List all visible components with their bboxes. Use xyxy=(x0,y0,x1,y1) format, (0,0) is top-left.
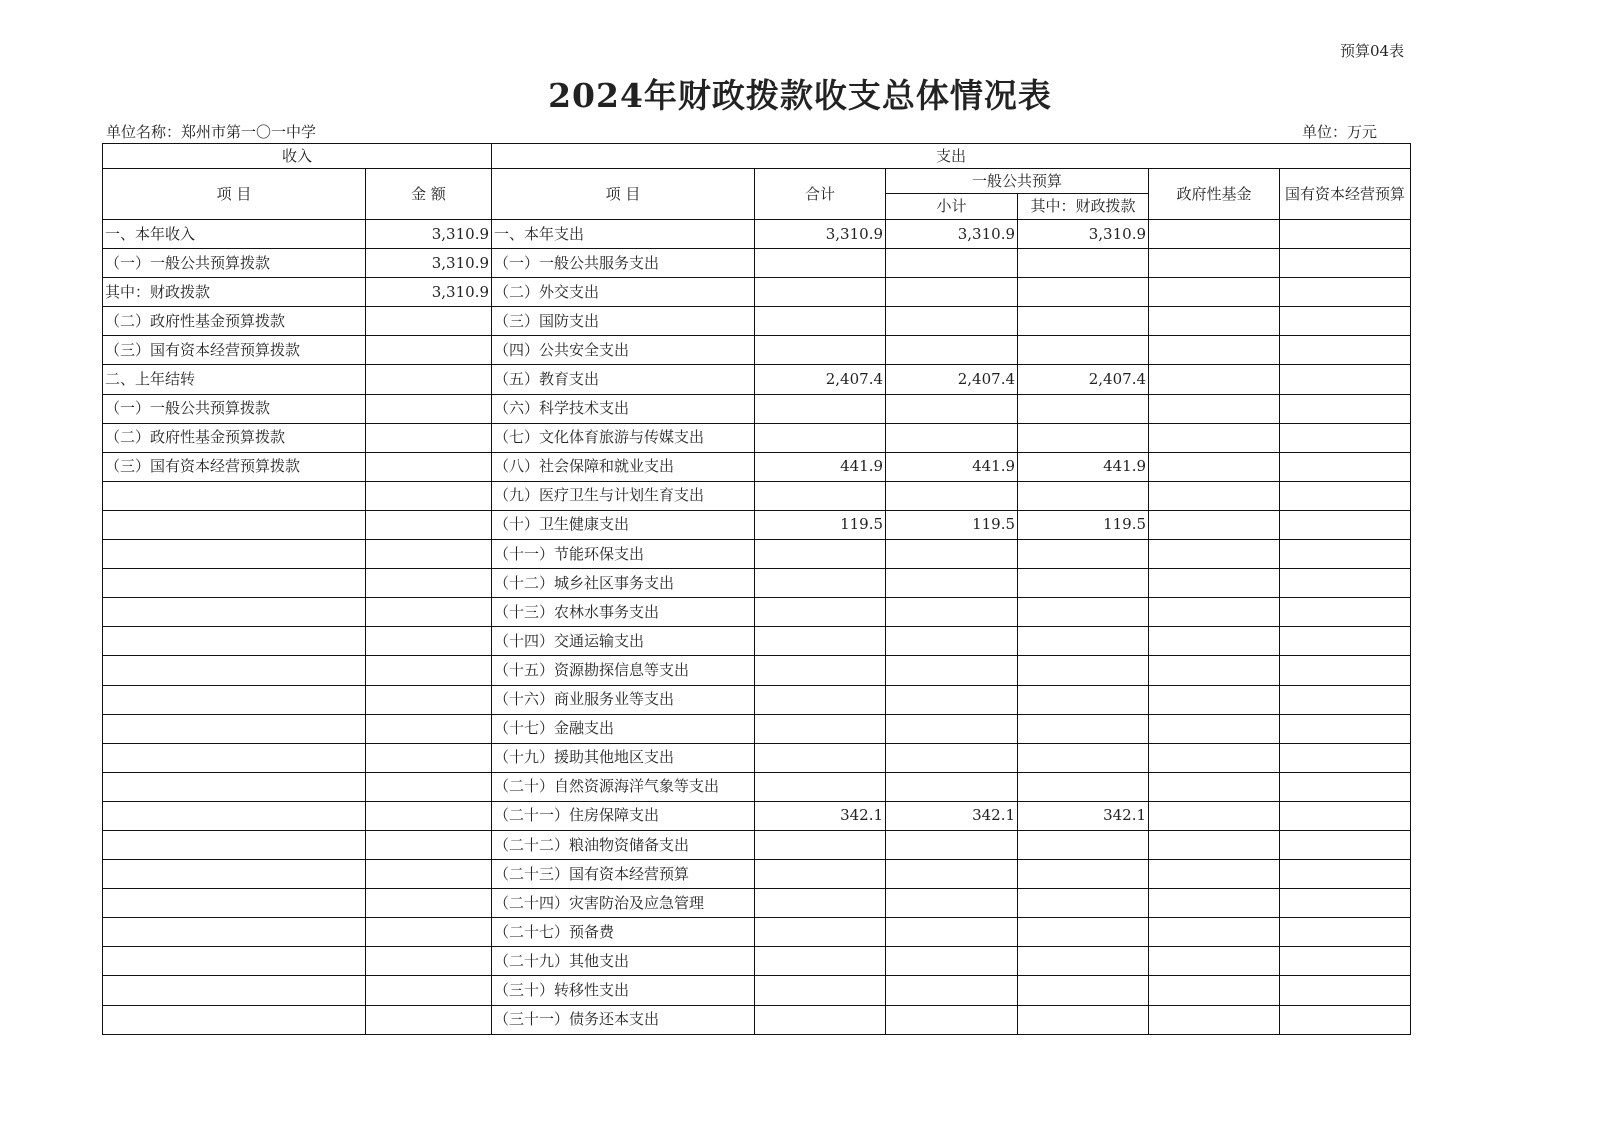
fiscal-grant-cell xyxy=(1018,481,1149,510)
income-amount-cell xyxy=(366,423,492,452)
gov-fund-cell xyxy=(1149,860,1280,889)
income-amount-cell xyxy=(366,918,492,947)
expense-item-cell: （二十七）预备费 xyxy=(492,918,755,947)
budget-table xyxy=(102,143,1411,1035)
income-item-cell xyxy=(103,714,366,743)
table-row xyxy=(103,307,1411,336)
income-amount-cell xyxy=(366,540,492,569)
total-cell xyxy=(755,278,886,307)
subtotal-cell: 3,310.9 xyxy=(886,220,1018,249)
state-capital-cell xyxy=(1280,249,1411,278)
income-item-cell xyxy=(103,772,366,801)
total-cell xyxy=(755,830,886,859)
table-row xyxy=(103,860,1411,889)
income-item-cell xyxy=(103,801,366,830)
subtotal-cell xyxy=(886,976,1018,1005)
fiscal-grant-cell: 119.5 xyxy=(1018,510,1149,539)
subtotal-cell: 342.1 xyxy=(886,801,1018,830)
expense-item-cell: （二十）自然资源海洋气象等支出 xyxy=(492,772,755,801)
header-income-amount: 金 额 xyxy=(366,169,492,220)
income-item-cell: 二、上年结转 xyxy=(103,365,366,394)
subtotal-cell xyxy=(886,918,1018,947)
table-row xyxy=(103,627,1411,656)
expense-item-cell: （十五）资源勘探信息等支出 xyxy=(492,656,755,685)
gov-fund-cell xyxy=(1149,540,1280,569)
fiscal-grant-cell xyxy=(1018,627,1149,656)
income-item-cell xyxy=(103,627,366,656)
total-cell xyxy=(755,714,886,743)
subtotal-cell xyxy=(886,656,1018,685)
fiscal-grant-cell: 2,407.4 xyxy=(1018,365,1149,394)
header-expense: 支出 xyxy=(492,144,1411,169)
gov-fund-cell xyxy=(1149,743,1280,772)
income-amount-cell: 3,310.9 xyxy=(366,249,492,278)
state-capital-cell xyxy=(1280,336,1411,365)
state-capital-cell xyxy=(1280,976,1411,1005)
total-cell xyxy=(755,307,886,336)
expense-item-cell: （三十）转移性支出 xyxy=(492,976,755,1005)
table-row xyxy=(103,423,1411,452)
fiscal-grant-cell xyxy=(1018,772,1149,801)
state-capital-cell xyxy=(1280,743,1411,772)
total-cell xyxy=(755,569,886,598)
total-cell xyxy=(755,772,886,801)
fiscal-grant-cell: 3,310.9 xyxy=(1018,220,1149,249)
income-amount-cell xyxy=(366,801,492,830)
header-expense-item: 项 目 xyxy=(492,169,755,220)
income-item-cell xyxy=(103,918,366,947)
income-item-cell: （二）政府性基金预算拨款 xyxy=(103,423,366,452)
gov-fund-cell xyxy=(1149,627,1280,656)
expense-item-cell: （六）科学技术支出 xyxy=(492,394,755,423)
state-capital-cell xyxy=(1280,278,1411,307)
state-capital-cell xyxy=(1280,714,1411,743)
income-amount-cell xyxy=(366,947,492,976)
fiscal-grant-cell xyxy=(1018,307,1149,336)
income-amount-cell xyxy=(366,336,492,365)
table-row xyxy=(103,540,1411,569)
expense-item-cell: （二十一）住房保障支出 xyxy=(492,801,755,830)
state-capital-cell xyxy=(1280,569,1411,598)
state-capital-cell xyxy=(1280,830,1411,859)
header-general-budget: 一般公共预算 xyxy=(886,169,1149,194)
income-item-cell xyxy=(103,743,366,772)
subtotal-cell xyxy=(886,889,1018,918)
expense-item-cell: （五）教育支出 xyxy=(492,365,755,394)
total-cell xyxy=(755,540,886,569)
fiscal-grant-cell xyxy=(1018,889,1149,918)
expense-item-cell: （九）医疗卫生与计划生育支出 xyxy=(492,481,755,510)
state-capital-cell xyxy=(1280,365,1411,394)
fiscal-grant-cell: 441.9 xyxy=(1018,452,1149,481)
gov-fund-cell xyxy=(1149,830,1280,859)
gov-fund-cell xyxy=(1149,714,1280,743)
income-item-cell xyxy=(103,540,366,569)
document-title: 2024年财政拨款收支总体情况表 xyxy=(548,76,1052,115)
table-row xyxy=(103,830,1411,859)
state-capital-cell xyxy=(1280,307,1411,336)
total-cell xyxy=(755,889,886,918)
subtotal-cell xyxy=(886,860,1018,889)
income-amount-cell xyxy=(366,569,492,598)
gov-fund-cell xyxy=(1149,1005,1280,1034)
income-item-cell xyxy=(103,656,366,685)
subtotal-cell xyxy=(886,307,1018,336)
fiscal-grant-cell: 342.1 xyxy=(1018,801,1149,830)
income-item-cell xyxy=(103,569,366,598)
table-row xyxy=(103,569,1411,598)
fiscal-grant-cell xyxy=(1018,1005,1149,1034)
table-row xyxy=(103,365,1411,394)
total-cell: 119.5 xyxy=(755,510,886,539)
header-income-item: 项 目 xyxy=(103,169,366,220)
fiscal-grant-cell xyxy=(1018,569,1149,598)
fiscal-grant-cell xyxy=(1018,976,1149,1005)
state-capital-cell xyxy=(1280,860,1411,889)
state-capital-cell xyxy=(1280,627,1411,656)
expense-item-cell: （一）一般公共服务支出 xyxy=(492,249,755,278)
subtotal-cell xyxy=(886,830,1018,859)
subtotal-cell xyxy=(886,423,1018,452)
state-capital-cell xyxy=(1280,452,1411,481)
expense-item-cell: （三）国防支出 xyxy=(492,307,755,336)
income-amount-cell xyxy=(366,1005,492,1034)
state-capital-cell xyxy=(1280,947,1411,976)
total-cell xyxy=(755,743,886,772)
income-item-cell xyxy=(103,481,366,510)
total-cell: 2,407.4 xyxy=(755,365,886,394)
gov-fund-cell xyxy=(1149,220,1280,249)
form-number: 预算04表 xyxy=(1340,42,1405,60)
income-amount-cell xyxy=(366,772,492,801)
table-row xyxy=(103,220,1411,249)
subtotal-cell xyxy=(886,627,1018,656)
income-amount-cell xyxy=(366,365,492,394)
total-cell xyxy=(755,423,886,452)
state-capital-cell xyxy=(1280,889,1411,918)
subtotal-cell: 119.5 xyxy=(886,510,1018,539)
header-subtotal: 小计 xyxy=(886,194,1018,220)
income-item-cell xyxy=(103,976,366,1005)
table-body xyxy=(103,144,1411,1035)
income-item-cell xyxy=(103,830,366,859)
income-amount-cell xyxy=(366,714,492,743)
expense-item-cell: （十）卫生健康支出 xyxy=(492,510,755,539)
income-amount-cell xyxy=(366,656,492,685)
total-cell xyxy=(755,249,886,278)
fiscal-grant-cell xyxy=(1018,278,1149,307)
expense-item-cell: （二）外交支出 xyxy=(492,278,755,307)
table-row xyxy=(103,947,1411,976)
expense-item-cell: （十三）农林水事务支出 xyxy=(492,598,755,627)
total-cell xyxy=(755,860,886,889)
subtotal-cell xyxy=(886,540,1018,569)
table-row xyxy=(103,889,1411,918)
income-item-cell: （三）国有资本经营预算拨款 xyxy=(103,452,366,481)
header-gov-fund: 政府性基金 xyxy=(1149,169,1280,220)
header-row-columns xyxy=(103,169,1411,194)
expense-item-cell: （四）公共安全支出 xyxy=(492,336,755,365)
table-row xyxy=(103,743,1411,772)
income-item-cell xyxy=(103,510,366,539)
fiscal-grant-cell xyxy=(1018,540,1149,569)
income-item-cell xyxy=(103,1005,366,1034)
state-capital-cell xyxy=(1280,220,1411,249)
fiscal-grant-cell xyxy=(1018,249,1149,278)
gov-fund-cell xyxy=(1149,772,1280,801)
header-fiscal-grant: 其中：财政拨款 xyxy=(1018,194,1149,220)
state-capital-cell xyxy=(1280,598,1411,627)
header-income: 收入 xyxy=(103,144,492,169)
subtotal-cell xyxy=(886,249,1018,278)
subtotal-cell xyxy=(886,336,1018,365)
gov-fund-cell xyxy=(1149,947,1280,976)
total-cell xyxy=(755,627,886,656)
table-row xyxy=(103,394,1411,423)
total-cell xyxy=(755,394,886,423)
income-item-cell xyxy=(103,685,366,714)
expense-item-cell: （二十三）国有资本经营预算 xyxy=(492,860,755,889)
total-cell xyxy=(755,1005,886,1034)
subtotal-cell xyxy=(886,714,1018,743)
income-amount-cell xyxy=(366,510,492,539)
expense-item-cell: （十九）援助其他地区支出 xyxy=(492,743,755,772)
state-capital-cell xyxy=(1280,510,1411,539)
total-cell xyxy=(755,598,886,627)
table-row xyxy=(103,685,1411,714)
gov-fund-cell xyxy=(1149,685,1280,714)
table-row xyxy=(103,598,1411,627)
income-item-cell: 其中：财政拨款 xyxy=(103,278,366,307)
income-amount-cell xyxy=(366,394,492,423)
table-row xyxy=(103,976,1411,1005)
subtotal-cell xyxy=(886,947,1018,976)
income-amount-cell xyxy=(366,860,492,889)
gov-fund-cell xyxy=(1149,394,1280,423)
fiscal-grant-cell xyxy=(1018,656,1149,685)
income-item-cell: （二）政府性基金预算拨款 xyxy=(103,307,366,336)
table-row xyxy=(103,249,1411,278)
header-row-section xyxy=(103,144,1411,169)
fiscal-grant-cell xyxy=(1018,860,1149,889)
income-item-cell: （一）一般公共预算拨款 xyxy=(103,249,366,278)
fiscal-grant-cell xyxy=(1018,336,1149,365)
fiscal-grant-cell xyxy=(1018,947,1149,976)
expense-item-cell: （十一）节能环保支出 xyxy=(492,540,755,569)
total-cell xyxy=(755,918,886,947)
subtotal-cell: 441.9 xyxy=(886,452,1018,481)
expense-item-cell: （三十一）债务还本支出 xyxy=(492,1005,755,1034)
income-amount-cell xyxy=(366,830,492,859)
gov-fund-cell xyxy=(1149,569,1280,598)
currency-unit-label: 单位：万元 xyxy=(1302,123,1378,141)
gov-fund-cell xyxy=(1149,656,1280,685)
header-state-capital: 国有资本经营预算 xyxy=(1280,169,1411,220)
subtotal-cell xyxy=(886,481,1018,510)
subtotal-cell xyxy=(886,743,1018,772)
gov-fund-cell xyxy=(1149,976,1280,1005)
state-capital-cell xyxy=(1280,801,1411,830)
income-amount-cell xyxy=(366,307,492,336)
total-cell xyxy=(755,336,886,365)
gov-fund-cell xyxy=(1149,889,1280,918)
expense-item-cell: （二十二）粮油物资储备支出 xyxy=(492,830,755,859)
subtotal-cell xyxy=(886,278,1018,307)
table-row xyxy=(103,278,1411,307)
expense-item-cell: （十四）交通运输支出 xyxy=(492,627,755,656)
fiscal-grant-cell xyxy=(1018,714,1149,743)
subtotal-cell: 2,407.4 xyxy=(886,365,1018,394)
expense-item-cell: 一、本年支出 xyxy=(492,220,755,249)
total-cell xyxy=(755,947,886,976)
header-total: 合计 xyxy=(755,169,886,220)
table-row xyxy=(103,656,1411,685)
income-amount-cell xyxy=(366,743,492,772)
gov-fund-cell xyxy=(1149,481,1280,510)
fiscal-grant-cell xyxy=(1018,743,1149,772)
subtotal-cell xyxy=(886,394,1018,423)
gov-fund-cell xyxy=(1149,598,1280,627)
expense-item-cell: （十七）金融支出 xyxy=(492,714,755,743)
total-cell xyxy=(755,685,886,714)
income-item-cell: 一、本年收入 xyxy=(103,220,366,249)
gov-fund-cell xyxy=(1149,278,1280,307)
total-cell xyxy=(755,976,886,1005)
subtotal-cell xyxy=(886,1005,1018,1034)
state-capital-cell xyxy=(1280,772,1411,801)
income-amount-cell xyxy=(366,889,492,918)
subtotal-cell xyxy=(886,685,1018,714)
unit-name-label: 单位名称：郑州市第一〇一中学 xyxy=(106,123,317,141)
expense-item-cell: （十六）商业服务业等支出 xyxy=(492,685,755,714)
income-amount-cell: 3,310.9 xyxy=(366,220,492,249)
gov-fund-cell xyxy=(1149,918,1280,947)
gov-fund-cell xyxy=(1149,801,1280,830)
expense-item-cell: （二十四）灾害防治及应急管理 xyxy=(492,889,755,918)
state-capital-cell xyxy=(1280,540,1411,569)
gov-fund-cell xyxy=(1149,249,1280,278)
table-row xyxy=(103,918,1411,947)
income-item-cell xyxy=(103,889,366,918)
table-row xyxy=(103,714,1411,743)
income-amount-cell: 3,310.9 xyxy=(366,278,492,307)
table-row xyxy=(103,801,1411,830)
state-capital-cell xyxy=(1280,918,1411,947)
total-cell: 3,310.9 xyxy=(755,220,886,249)
gov-fund-cell xyxy=(1149,336,1280,365)
total-cell: 342.1 xyxy=(755,801,886,830)
table-row xyxy=(103,1005,1411,1034)
gov-fund-cell xyxy=(1149,452,1280,481)
fiscal-grant-cell xyxy=(1018,918,1149,947)
expense-item-cell: （八）社会保障和就业支出 xyxy=(492,452,755,481)
table-row xyxy=(103,481,1411,510)
income-amount-cell xyxy=(366,976,492,1005)
income-item-cell: （一）一般公共预算拨款 xyxy=(103,394,366,423)
income-item-cell: （三）国有资本经营预算拨款 xyxy=(103,336,366,365)
fiscal-grant-cell xyxy=(1018,423,1149,452)
subtotal-cell xyxy=(886,569,1018,598)
state-capital-cell xyxy=(1280,481,1411,510)
table-row xyxy=(103,336,1411,365)
state-capital-cell xyxy=(1280,394,1411,423)
table-row xyxy=(103,452,1411,481)
expense-item-cell: （二十九）其他支出 xyxy=(492,947,755,976)
table-row xyxy=(103,510,1411,539)
income-amount-cell xyxy=(366,452,492,481)
total-cell xyxy=(755,656,886,685)
income-amount-cell xyxy=(366,685,492,714)
income-amount-cell xyxy=(366,627,492,656)
income-amount-cell xyxy=(366,481,492,510)
state-capital-cell xyxy=(1280,656,1411,685)
gov-fund-cell xyxy=(1149,307,1280,336)
gov-fund-cell xyxy=(1149,510,1280,539)
state-capital-cell xyxy=(1280,1005,1411,1034)
income-item-cell xyxy=(103,598,366,627)
subtotal-cell xyxy=(886,772,1018,801)
total-cell xyxy=(755,481,886,510)
income-item-cell xyxy=(103,860,366,889)
total-cell: 441.9 xyxy=(755,452,886,481)
gov-fund-cell xyxy=(1149,365,1280,394)
fiscal-grant-cell xyxy=(1018,598,1149,627)
gov-fund-cell xyxy=(1149,423,1280,452)
fiscal-grant-cell xyxy=(1018,685,1149,714)
expense-item-cell: （十二）城乡社区事务支出 xyxy=(492,569,755,598)
table-row xyxy=(103,772,1411,801)
income-item-cell xyxy=(103,947,366,976)
expense-item-cell: （七）文化体育旅游与传媒支出 xyxy=(492,423,755,452)
state-capital-cell xyxy=(1280,423,1411,452)
subtotal-cell xyxy=(886,598,1018,627)
state-capital-cell xyxy=(1280,685,1411,714)
fiscal-grant-cell xyxy=(1018,394,1149,423)
income-amount-cell xyxy=(366,598,492,627)
fiscal-grant-cell xyxy=(1018,830,1149,859)
